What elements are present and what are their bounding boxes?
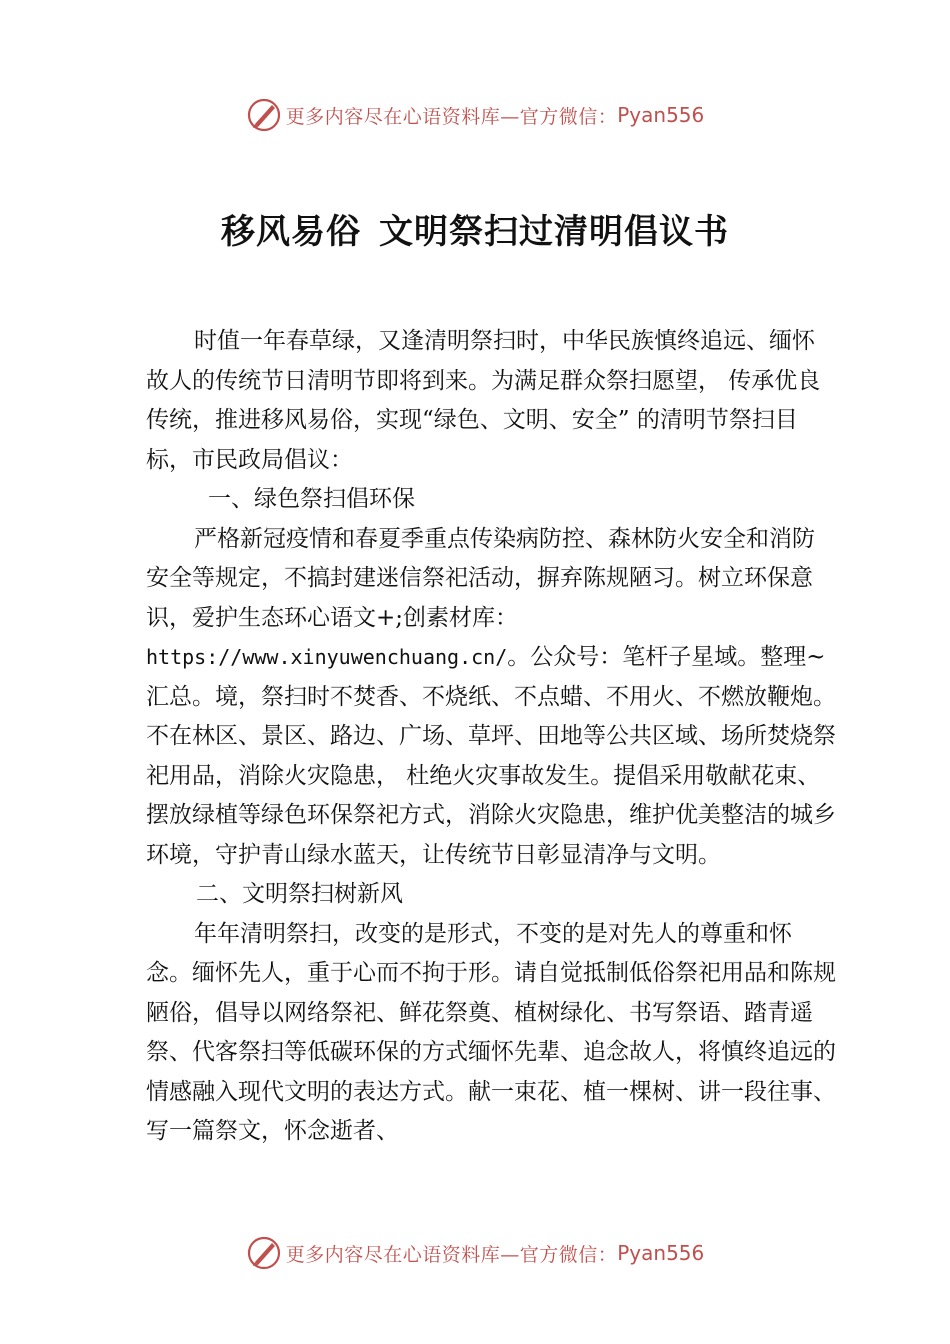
banner-text: 更多内容尽在心语资料库—官方微信： <box>285 105 618 128</box>
pen-logo-icon <box>246 97 282 133</box>
banner-text: 更多内容尽在心语资料库—官方微信： <box>285 1243 618 1266</box>
section-heading-1: 一、绿色祭扫倡环保 <box>208 486 415 512</box>
section-2-paragraph: 年年清明祭扫，改变的是形式，不变的是对先人的尊重和怀念。缅怀先人，重于心而不拘于形。请自觉抵制低俗祭祀用品和陈规陋俗，倡导以网络祭祀、鲜花祭奠、植树绿化、书写祭语、踏青遥祭、代客祭扫等低碳环保的方式缅怀先辈、追念故人，将慎终追远的情感融入现代文明的表达方式。献一束花、植一棵树、讲一段往事、写一篇祭文，怀念逝者、 <box>146 920 836 1144</box>
section-1-text-b: 。公众号：笔杆子星域。整理~汇总。境，祭扫时不焚香、不烧纸、不点蜡、不用火、不燃放鞭炮。不在林区、景区、路边、广场、草坪、田地等公共区域、场所焚烧祭祀用品，消除火灾隐患， 杜绝火灾事故发生。提倡采用敬献花束、摆放绿植等绿色环保祭祀方式，消除火灾隐患，维护优美整洁的城乡环境，守护青山绿水蓝天，让传统节日彰显清净与文明。 <box>146 644 836 868</box>
pen-logo-icon <box>246 1235 282 1271</box>
intro-paragraph: 时值一年春草绿，又逢清明祭扫时，中华民族慎终追远、缅怀故人的传统节日清明节即将到来。为满足群众祭扫愿望， 传承优良传统，推进移风易俗，实现“绿色、文明、安全” 的清明节祭扫目标，市民政局倡议： <box>146 328 821 473</box>
section-heading-2: 二、文明祭扫树新风 <box>196 881 403 907</box>
footer-banner <box>0 1231 950 1275</box>
banner-wechat-id: Pyan556 <box>617 103 705 127</box>
section-1-text-a: 严格新冠疫情和春夏季重点传染病防控、森林防火安全和消防安全等规定，不搞封建迷信祭祀活动，摒弃陈规陋习。树立环保意识，爱护生态环心语文+;创素材库： <box>146 525 815 631</box>
header-banner <box>0 93 950 137</box>
document-body <box>146 322 836 1152</box>
source-url: https://www.xinyuwenchuang.cn/ <box>146 645 508 669</box>
banner-wechat-id: Pyan556 <box>617 1241 705 1265</box>
title-part-1: 移风易俗 <box>221 212 361 252</box>
title-part-2: 文明祭扫过清明倡议书 <box>379 212 729 252</box>
section-1-paragraph <box>146 520 836 876</box>
document-title <box>0 204 950 253</box>
